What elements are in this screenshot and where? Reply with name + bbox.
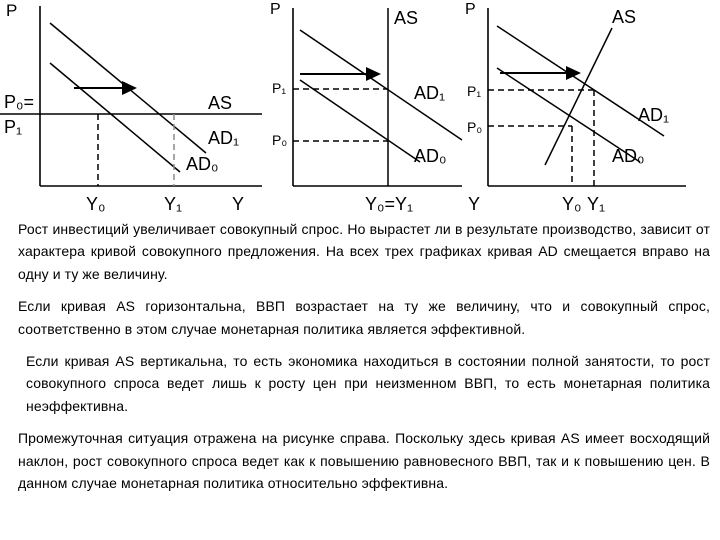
graph1-p-axis-label: P [6, 1, 18, 20]
graph3-ad1-label: AD₁ [638, 105, 670, 125]
graph2-y-axis-label: Y [468, 194, 481, 214]
graph1-p0-label: P₀= [4, 92, 34, 112]
graph1-y-axis-label: Y [232, 194, 245, 214]
paragraph-vertical-as: Если кривая AS вертикальна, то есть экономика находиться в состоянии полной занятости, то рост совокупного спроса ведет лишь к росту цен при неизменном ВВП, то есть монетарная политика неэффективна. [26, 353, 710, 414]
graph-vertical-as [270, 1, 483, 214]
graph3-ad0-label: AD₀ [612, 146, 645, 166]
explanation-text [18, 218, 710, 494]
graph1-p1-label: P₁ [4, 117, 23, 137]
graph2-p-axis-label: P [270, 1, 281, 18]
graph1-ad0-label: AD₀ [186, 154, 219, 174]
graph3-as-label: AS [612, 7, 637, 27]
graph2-ad0-curve [300, 80, 420, 162]
graph2-as-label: AS [394, 8, 419, 28]
graph3-as-curve [545, 28, 612, 165]
paragraph-horizontal-as: Если кривая AS горизонтальна, ВВП возрастает на ту же величину, что и совокупный спрос, соответственно в этом случае монетарная политика является эффективной. [18, 298, 710, 337]
ad-as-graphs [0, 0, 720, 215]
graph3-y1-label: Y₁ [587, 194, 606, 214]
graph1-as-label: AS [208, 93, 233, 113]
graph3-p1-label: P₁ [467, 83, 482, 99]
graph3-p0-label: P₀ [467, 119, 483, 135]
graph2-p1-label: P₁ [272, 80, 287, 96]
graph1-y0-label: Y₀ [86, 194, 106, 214]
paragraph-investment-growth: Рост инвестиций увеличивает совокупный спрос. Но вырастет ли в результате производство, зависит от характера кривой совокупного предложения. На всех трех графиках кривая AD смещается вправо на одну и ту же величину. [18, 221, 710, 282]
graph1-ad1-label: AD₁ [208, 128, 240, 148]
graph2-p0-label: P₀ [272, 132, 288, 148]
graph-sloped-as [465, 1, 686, 214]
graph3-y0-label: Y₀ [562, 194, 582, 214]
paragraph-sloped-as: Промежуточная ситуация отражена на рисунке справа. Поскольку здесь кривая AS имеет восходящий наклон, рост совокупного спроса ведет как к повышению равновесного ВВП, так и к повышению цен. В данном случае монетарная политика относительно эффективна. [18, 430, 710, 492]
graph2-shift-arrowhead [366, 67, 381, 81]
graph2-y0y1-label: Y₀=Y₁ [365, 194, 414, 214]
graph3-p-axis-label: P [465, 1, 476, 18]
graph1-ad0-curve [50, 63, 180, 172]
graph3-shift-arrowhead [566, 66, 581, 80]
graph2-ad0-label: AD₀ [414, 146, 447, 166]
graph1-y1-label: Y₁ [164, 194, 183, 214]
graph-horizontal-as [0, 1, 262, 214]
graph2-ad1-label: AD₁ [414, 83, 446, 103]
